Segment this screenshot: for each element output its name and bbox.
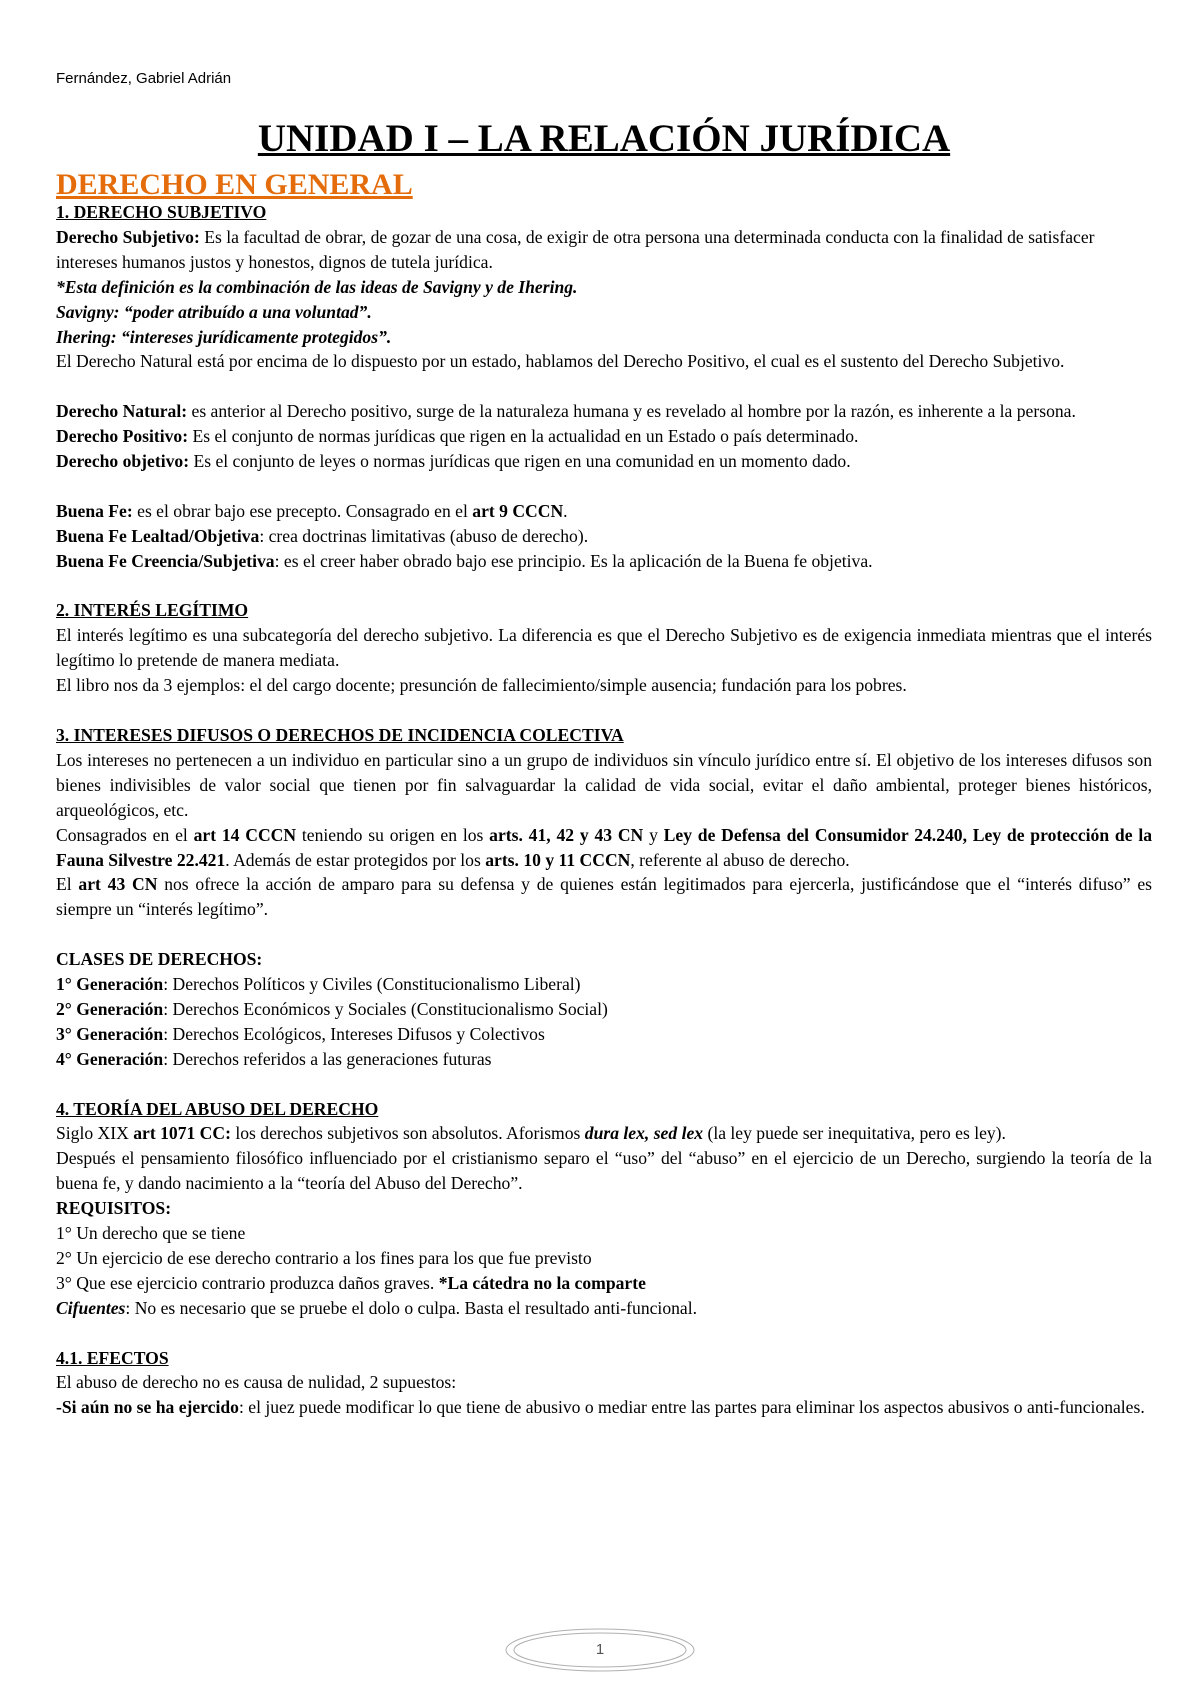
heading-efectos: 4.1. EFECTOS bbox=[56, 1347, 169, 1368]
article-ref: art 43 CN bbox=[78, 874, 158, 895]
author-header: Fernández, Gabriel Adrián bbox=[56, 70, 232, 87]
heading-clases-de-derechos: CLASES DE DERECHOS: bbox=[56, 949, 263, 970]
law-ref: Ley de Defensa del Consumidor 24.240, Ley de protección de la Fauna Silvestre 22.421 bbox=[56, 824, 1153, 870]
text-span: 3° Que ese ejercicio contrario produzca daños graves. bbox=[56, 1272, 439, 1293]
def-derecho-positivo bbox=[56, 424, 1152, 449]
bfc-text: : es el creer haber obrado bajo ese principio. Es la aplicación de la Buena fe objetiva. bbox=[274, 550, 873, 571]
spacer bbox=[56, 698, 1152, 723]
page-number-footer bbox=[500, 1625, 700, 1675]
spacer bbox=[56, 574, 1152, 599]
text-span: (la ley puede ser inequitativa, pero es ley). bbox=[703, 1123, 1006, 1144]
heading-intereses-difusos: 3. INTERESES DIFUSOS O DERECHOS DE INCIDENCIA COLECTIVA bbox=[56, 724, 624, 745]
text-span: , referente al abuso de derecho. bbox=[630, 849, 850, 870]
generation-item bbox=[56, 1022, 1152, 1047]
article-ref: arts. 10 y 11 CCCN bbox=[485, 849, 631, 870]
aforismo: dura lex, sed lex bbox=[584, 1123, 704, 1144]
generation-text: : Derechos referidos a las generaciones futuras bbox=[163, 1048, 492, 1069]
def-buena-fe-creencia bbox=[56, 549, 1152, 574]
bfl-text: : crea doctrinas limitativas (abuso de derecho). bbox=[259, 525, 589, 546]
heading-abuso-del-derecho: 4. TEORÍA DEL ABUSO DEL DERECHO bbox=[56, 1098, 379, 1119]
supuesto-paragraph bbox=[56, 1395, 1152, 1420]
derecho-natural-paragraph: El Derecho Natural está por encima de lo dispuesto por un estado, hablamos del Derecho Positivo, el cual es el sustento del Derecho Subjetivo. bbox=[56, 351, 1065, 372]
efectos-paragraph: El abuso de derecho no es causa de nulidad, 2 supuestos: bbox=[56, 1372, 457, 1393]
def-derecho-natural bbox=[56, 399, 1152, 424]
def-text: Es la facultad de obrar, de gozar de una cosa, de exigir de otra persona una determinada conducta con la finalidad de satisfacer intereses humanos justos y honestos, dignos de tutela jurídica. bbox=[56, 226, 1095, 272]
text-span: Siglo XIX bbox=[56, 1123, 134, 1144]
cifuentes-paragraph bbox=[56, 1296, 1152, 1321]
page-number: 1 bbox=[595, 1641, 605, 1658]
text-span: El bbox=[56, 874, 79, 895]
generation-item bbox=[56, 1047, 1152, 1072]
generation-label: 2° Generación bbox=[56, 998, 164, 1019]
positivo-label: Derecho Positivo: bbox=[56, 426, 189, 447]
article-ref: art 14 CCCN bbox=[193, 824, 297, 845]
document-body bbox=[56, 170, 1152, 1420]
heading-derecho-subjetivo: 1. DERECHO SUBJETIVO bbox=[56, 202, 267, 222]
natural-label: Derecho Natural: bbox=[56, 401, 188, 422]
section-heading-derecho-en-general: DERECHO EN GENERAL bbox=[56, 168, 413, 201]
spacer bbox=[56, 474, 1152, 499]
definition-note: *Esta definición es la combinación de las ideas de Savigny y de Ihering. bbox=[56, 276, 578, 297]
bfc-label: Buena Fe Creencia/Subjetiva bbox=[56, 550, 275, 571]
supuesto-label: -Si aún no se ha ejercido bbox=[56, 1397, 239, 1418]
generation-label: 4° Generación bbox=[56, 1048, 164, 1069]
bf-text: es el obrar bajo ese precepto. Consagrado en el bbox=[132, 500, 473, 521]
consagrados-paragraph bbox=[56, 823, 1152, 873]
positivo-text: Es el conjunto de normas jurídicas que rigen en la actualidad en un Estado o país determinado. bbox=[188, 426, 859, 447]
generation-text: : Derechos Ecológicos, Intereses Difusos y Colectivos bbox=[163, 1023, 545, 1044]
requisito-item: 2° Un ejercicio de ese derecho contrario a los fines para los que fue previsto bbox=[56, 1247, 592, 1268]
objetivo-text: Es el conjunto de leyes o normas jurídicas que rigen en una comunidad en un momento dado. bbox=[189, 451, 851, 472]
requisito-item: 1° Un derecho que se tiene bbox=[56, 1223, 246, 1244]
text-span: los derechos subjetivos son absolutos. Aforismos bbox=[230, 1123, 585, 1144]
text-span: teniendo su origen en los bbox=[296, 824, 490, 845]
heading-interes-legitimo: 2. INTERÉS LEGÍTIMO bbox=[56, 600, 249, 621]
text-span: nos ofrece la acción de amparo para su defensa y de quienes están legitimados para ejercerla, justificándose que el “interés difuso” es siempre un “interés legítimo”. bbox=[56, 874, 1152, 920]
text-span: . Además de estar protegidos por los bbox=[225, 849, 486, 870]
spacer bbox=[56, 1072, 1152, 1097]
def-label: Derecho Subjetivo: bbox=[56, 226, 200, 247]
spacer bbox=[56, 922, 1152, 947]
generation-item bbox=[56, 997, 1152, 1022]
savigny-quote: Savigny: “poder atribuído a una voluntad”. bbox=[56, 301, 372, 322]
interes-legitimo-paragraph: El interés legítimo es una subcategoría del derecho subjetivo. La diferencia es que el Derecho Subjetivo es de exigencia inmediata mientras que el interés legítimo lo pretende de manera mediata. bbox=[56, 625, 1152, 671]
article-ref: arts. 41, 42 y 43 CN bbox=[489, 824, 644, 845]
text-span: : el juez puede modificar lo que tiene de abusivo o mediar entre las partes para eliminar los aspectos abusivos o anti-funcionales. bbox=[238, 1397, 1145, 1418]
article-ref: art 1071 CC: bbox=[133, 1123, 231, 1144]
natural-text: es anterior al Derecho positivo, surge de la naturaleza humana y es revelado al hombre por la razón, es inherente a la persona. bbox=[187, 401, 1076, 422]
cifuentes-label: Cifuentes bbox=[56, 1297, 126, 1318]
bf-label: Buena Fe: bbox=[56, 500, 133, 521]
def-derecho-objetivo bbox=[56, 449, 1152, 474]
amparo-paragraph bbox=[56, 872, 1152, 922]
intereses-difusos-paragraph: Los intereses no pertenecen a un individuo en particular sino a un grupo de individuos sin vínculo jurídico entre sí. El objetivo de los intereses difusos son bienes indivisibles de valor social que tienen por fin salvaguardar la calidad de vida social, evitar el daño ambiental, proteger bienes históricos, arqueológicos, etc. bbox=[56, 749, 1152, 820]
heading-requisitos: REQUISITOS: bbox=[56, 1198, 172, 1219]
catedra-note: *La cátedra no la comparte bbox=[438, 1272, 646, 1293]
page-title: UNIDAD I – LA RELACIÓN JURÍDICA bbox=[257, 117, 951, 160]
spacer bbox=[56, 1321, 1152, 1346]
text-span: : No es necesario que se pruebe el dolo o culpa. Basta el resultado anti-funcional. bbox=[125, 1297, 698, 1318]
bfl-label: Buena Fe Lealtad/Objetiva bbox=[56, 525, 260, 546]
def-buena-fe-lealtad bbox=[56, 524, 1152, 549]
def-buena-fe bbox=[56, 499, 1152, 524]
interes-legitimo-examples: El libro nos da 3 ejemplos: el del cargo docente; presunción de fallecimiento/simple ausencia; fundación para los pobres. bbox=[56, 675, 907, 696]
generation-label: 1° Generación bbox=[56, 974, 164, 995]
generation-text: : Derechos Económicos y Sociales (Constitucionalismo Social) bbox=[163, 998, 608, 1019]
generation-label: 3° Generación bbox=[56, 1023, 164, 1044]
bf-article: art 9 CCCN bbox=[472, 500, 564, 521]
requisito-item bbox=[56, 1271, 1152, 1296]
bf-end: . bbox=[563, 500, 568, 521]
spacer bbox=[56, 374, 1152, 399]
siglo-xix-paragraph bbox=[56, 1121, 1152, 1146]
cristianismo-paragraph: Después el pensamiento filosófico influenciado por el cristianismo separo el “uso” del “abuso” en el ejercicio de un Derecho, surgiendo la teoría de la buena fe, y dando nacimiento a la “teoría del Abuso del Derecho”. bbox=[56, 1148, 1152, 1194]
def-derecho-subjetivo bbox=[56, 225, 1152, 275]
text-span: Consagrados en el bbox=[56, 824, 194, 845]
generation-text: : Derechos Políticos y Civiles (Constitucionalismo Liberal) bbox=[163, 974, 581, 995]
text-span: y bbox=[643, 824, 664, 845]
ihering-quote: Ihering: “intereses jurídicamente protegidos”. bbox=[56, 326, 392, 347]
generation-item bbox=[56, 972, 1152, 997]
objetivo-label: Derecho objetivo: bbox=[56, 451, 190, 472]
